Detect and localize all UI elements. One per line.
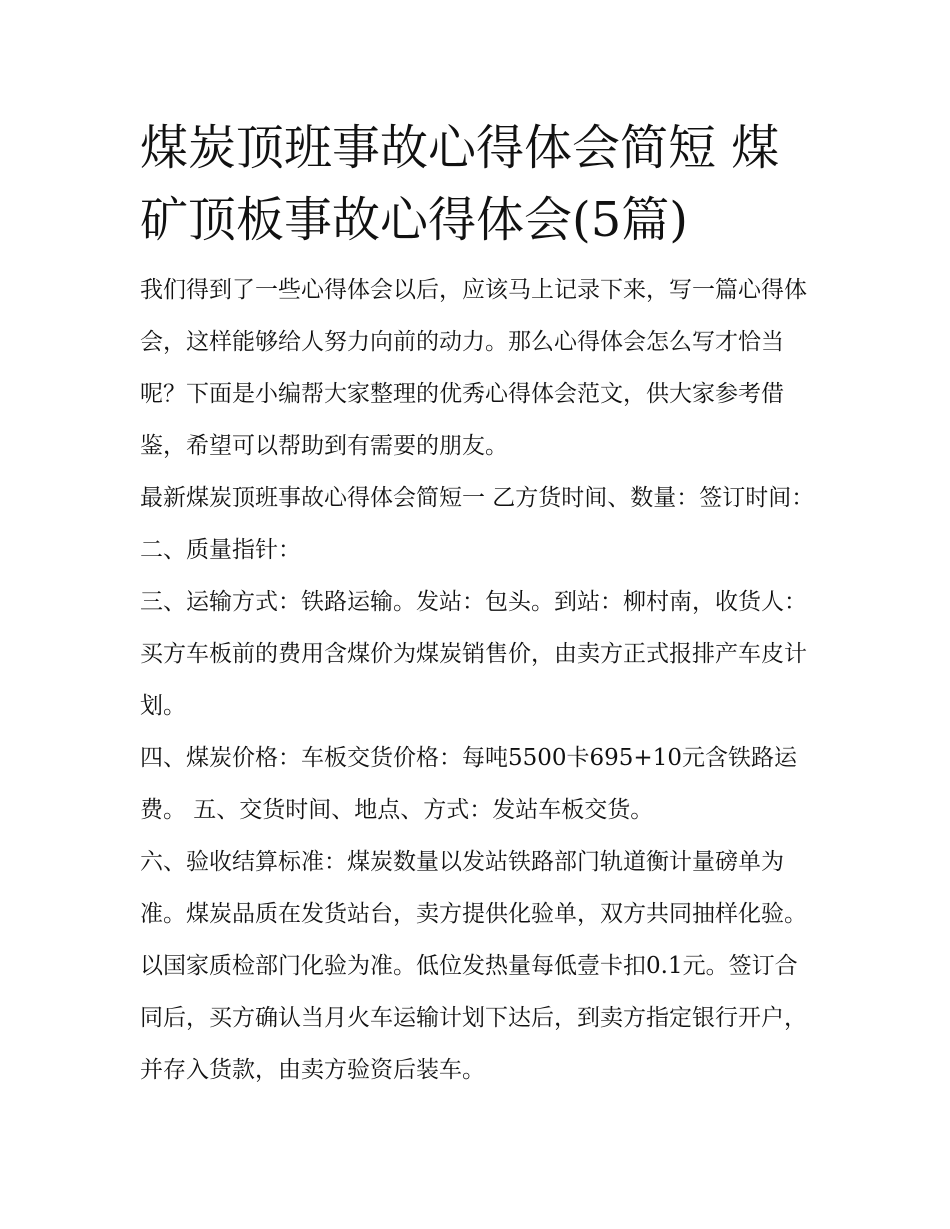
section-six-paragraph: 六、验收结算标准：煤炭数量以发站铁路部门轨道衡计量磅单为准。煤炭品质在发货站台，卖方提供化验单，双方共同抽样化验。以国家质检部门化验为准。低位发热量每低壹卡扣0.1元。签订合同后，买方确认当月火车运输计划下达后，到卖方指定银行开户，并存入货款，由卖方验资后装车。 <box>140 849 807 1083</box>
intro-paragraph: 我们得到了一些心得体会以后，应该马上记录下来，写一篇心得体会，这样能够给人努力向前的动力。那么心得体会怎么写才恰当呢？下面是小编帮大家整理的优秀心得体会范文，供大家参考借鉴，希望可以帮助到有需要的朋友。 <box>140 277 807 459</box>
section-three-paragraph: 三、运输方式：铁路运输。发站：包头。到站：柳村南，收货人：买方车板前的费用含煤价为煤炭销售价，由卖方正式报排产车皮计划。 <box>140 589 807 719</box>
document-page <box>140 112 815 1096</box>
document-title: 煤炭顶班事故心得体会简短 煤矿顶板事故心得体会(5篇) <box>140 120 780 248</box>
section-four-paragraph: 四、煤炭价格：车板交货价格：每吨5500卡695+10元含铁路运费。 五、交货时间、地点、方式：发站车板交货。 <box>140 745 797 823</box>
section-one-paragraph: 最新煤炭顶班事故心得体会简短一 乙方货时间、数量：签订时间： 二、质量指针： <box>140 485 815 563</box>
